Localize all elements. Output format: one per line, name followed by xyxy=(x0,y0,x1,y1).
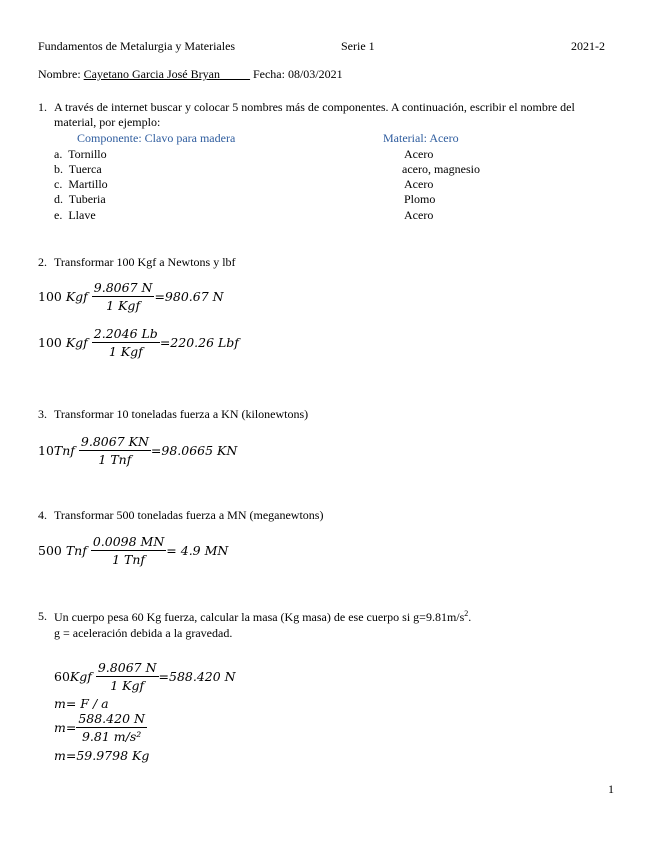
item-material: Plomo xyxy=(404,192,436,206)
fraction: $\frac{0.0098 MN}{\text{1 Tnf}}$ xyxy=(92,534,165,567)
q3-text: Transformar 10 toneladas fuerza a KN (kilonewtons) xyxy=(54,407,309,421)
term-label: 2021-2 xyxy=(571,39,605,53)
q5-text-line2: g = aceleración debida a la gravedad. xyxy=(54,626,233,640)
q1-example-component: Componente: Clavo para madera xyxy=(77,131,236,145)
fraction: $\frac{588.420 N}{\text{9.81 m/s²}}$ xyxy=(78,711,145,744)
date-label: Fecha: 08/03/2021 xyxy=(252,67,343,81)
item-letter: c. xyxy=(54,177,63,191)
list-item xyxy=(54,177,108,192)
item-component: Tornillo xyxy=(68,147,107,161)
q1-text-line2: material, por ejemplo: xyxy=(54,115,161,129)
fraction: $\frac{9.8067 N}{\text{1 Kgf}}$ xyxy=(93,280,153,313)
item-letter: b. xyxy=(54,162,63,176)
q5-number: 5. xyxy=(38,609,47,623)
q3-equation: 10 Tnf $\frac{9.8067 KN}{\text{1 Tnf}}$ =98.0665 KN xyxy=(38,434,238,467)
q1-text-line1: A través de internet buscar y colocar 5 nombres más de componentes. A continuación, escribir el nombre del xyxy=(54,100,575,114)
name-label: Nombre: xyxy=(38,67,81,81)
name-blank: _____ xyxy=(219,67,250,81)
q3-number: 3. xyxy=(38,407,47,421)
q5-equation-2: m= F / a xyxy=(54,696,109,711)
item-material: Acero xyxy=(404,208,434,222)
item-component: Tuerca xyxy=(68,162,102,176)
list-item xyxy=(54,147,107,162)
q5-equation-4: m=59.9798 Kg xyxy=(54,748,150,763)
fraction: $\frac{9.8067 KN}{\text{1 Tnf}}$ xyxy=(80,434,149,467)
item-material: Acero xyxy=(404,147,434,161)
item-component: Tuberia xyxy=(68,192,106,206)
item-component: Llave xyxy=(68,208,96,222)
q2-equation-1: 100 Kgf $\frac{9.8067 N}{\text{1 Kgf}}$ =980.67 N xyxy=(38,280,224,313)
list-item xyxy=(54,192,106,207)
page-number: 1 xyxy=(608,782,614,796)
q1-number: 1. xyxy=(38,100,47,114)
list-item xyxy=(54,162,102,177)
q4-number: 4. xyxy=(38,508,47,522)
item-material: Acero xyxy=(404,177,434,191)
fraction: $\frac{2.2046 Lb}{\text{1 Kgf}}$ xyxy=(93,326,158,359)
item-component: Martillo xyxy=(68,177,108,191)
q5-text-line1: Un cuerpo pesa 60 Kg fuerza, calcular la masa (Kg masa) de ese cuerpo si $g=9.81m/s^2$. xyxy=(54,609,472,624)
item-letter: a. xyxy=(54,147,63,161)
item-material: acero, magnesio xyxy=(402,162,480,176)
series-label: Serie 1 xyxy=(341,39,375,53)
q5-equation-3: m= $\frac{588.420 N}{\text{9.81 m/s²}}$ xyxy=(54,711,145,744)
list-item xyxy=(54,208,96,223)
q2-text: Transformar 100 Kgf a Newtons y lbf xyxy=(54,255,236,269)
q5-equation-1: 60 Kgf $\frac{9.8067 N}{\text{1 Kgf}}$ =588.420 N xyxy=(54,660,236,693)
fraction: $\frac{9.8067 N}{\text{1 Kgf}}$ xyxy=(97,660,157,693)
item-letter: e. xyxy=(54,208,63,222)
student-line xyxy=(38,67,343,82)
q2-number: 2. xyxy=(38,255,47,269)
q4-equation: 500 Tnf $\frac{0.0098 MN}{\text{1 Tnf}}$ = 4.9 MN xyxy=(38,534,229,567)
q4-text: Transformar 500 toneladas fuerza a MN (meganewtons) xyxy=(54,508,324,522)
item-letter: d. xyxy=(54,192,63,206)
course-title: Fundamentos de Metalurgia y Materiales xyxy=(38,39,236,53)
name-value: Cayetano Garcia José Bryan xyxy=(83,67,220,81)
q1-example-material: Material: Acero xyxy=(383,131,459,145)
q2-equation-2: 100 Kgf $\frac{2.2046 Lb}{\text{1 Kgf}}$ =220.26 Lbf xyxy=(38,326,239,359)
